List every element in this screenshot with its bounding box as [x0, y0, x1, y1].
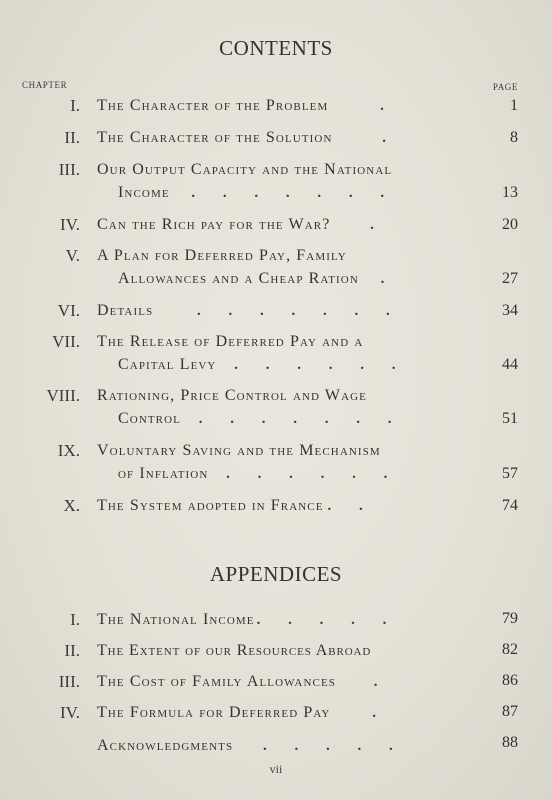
chapter-page-number: 34: [502, 302, 518, 319]
chapter-title-line-2: Income . . . . . . .: [118, 184, 397, 201]
chapter-title: Can the Rich pay for the War? .: [97, 216, 386, 233]
chapter-title-line-1: The Release of Deferred Pay and a: [97, 333, 364, 350]
chapter-page-number: 57: [502, 465, 518, 482]
page-column-label: PAGE: [492, 82, 518, 92]
appendix-number: I.: [70, 610, 80, 629]
acknowledgments-page-number: 88: [502, 734, 518, 751]
chapter-page-number: 51: [502, 410, 518, 427]
chapter-page-number: 27: [502, 270, 518, 287]
chapter-number: VIII.: [46, 386, 80, 405]
appendix-title: The Cost of Family Allowances .: [97, 673, 390, 690]
appendices-heading: APPENDICES: [209, 562, 343, 586]
chapter-number: VI.: [57, 301, 80, 320]
chapter-title-line-2: of Inflation . . . . . .: [118, 465, 400, 482]
chapter-number: I.: [70, 96, 80, 115]
chapter-number: III.: [58, 160, 80, 179]
chapter-title-line-1: Rationing, Price Control and Wage: [97, 387, 368, 404]
appendix-page-number: 79: [502, 610, 518, 627]
appendix-page-number: 87: [502, 703, 518, 720]
page-folio: vii: [269, 762, 283, 776]
chapter-page-number: 44: [502, 356, 518, 373]
chapter-number: X.: [63, 496, 80, 515]
chapter-page-number: 1: [510, 97, 518, 114]
chapter-number: VII.: [52, 332, 80, 351]
chapter-title: The System adopted in France . .: [97, 497, 375, 514]
chapter-title-line-1: A Plan for Deferred Pay, Family: [97, 247, 347, 264]
chapter-title-line-1: Our Output Capacity and the National: [97, 161, 393, 178]
appendix-number: II.: [64, 641, 80, 660]
appendix-number: III.: [58, 672, 80, 691]
chapter-number: IX.: [57, 441, 80, 460]
chapter-title: The Character of the Problem .: [97, 97, 396, 114]
chapter-page-number: 20: [502, 216, 518, 233]
chapter-number: IV.: [60, 215, 80, 234]
chapter-page-number: 74: [502, 497, 518, 514]
chapter-title-line-2: Control . . . . . . .: [118, 410, 404, 427]
appendix-title: The Formula for Deferred Pay .: [97, 704, 388, 721]
chapter-title-line-2: Allowances and a Cheap Ration .: [118, 270, 397, 287]
chapter-number: II.: [64, 128, 80, 147]
appendix-page-number: 82: [502, 641, 518, 658]
chapter-column-label: CHAPTER: [22, 80, 68, 90]
chapter-number: V.: [65, 246, 80, 265]
appendix-number: IV.: [60, 703, 80, 722]
chapter-title-line-2: Capital Levy . . . . . .: [118, 356, 408, 373]
chapter-page-number: 8: [510, 129, 518, 146]
contents-heading: CONTENTS: [219, 36, 333, 60]
chapter-title: The Character of the Solution .: [97, 129, 399, 146]
appendix-title: The National Income . . . . .: [97, 611, 399, 628]
appendix-title: The Extent of our Resources Abroad: [97, 642, 372, 659]
chapter-title: Details . . . . . . .: [97, 302, 402, 319]
appendix-page-number: 86: [502, 672, 518, 689]
acknowledgments-title: Acknowledgments . . . . .: [97, 737, 405, 754]
chapter-title-line-1: Voluntary Saving and the Mechanism: [97, 442, 381, 459]
chapter-page-number: 13: [502, 184, 518, 201]
